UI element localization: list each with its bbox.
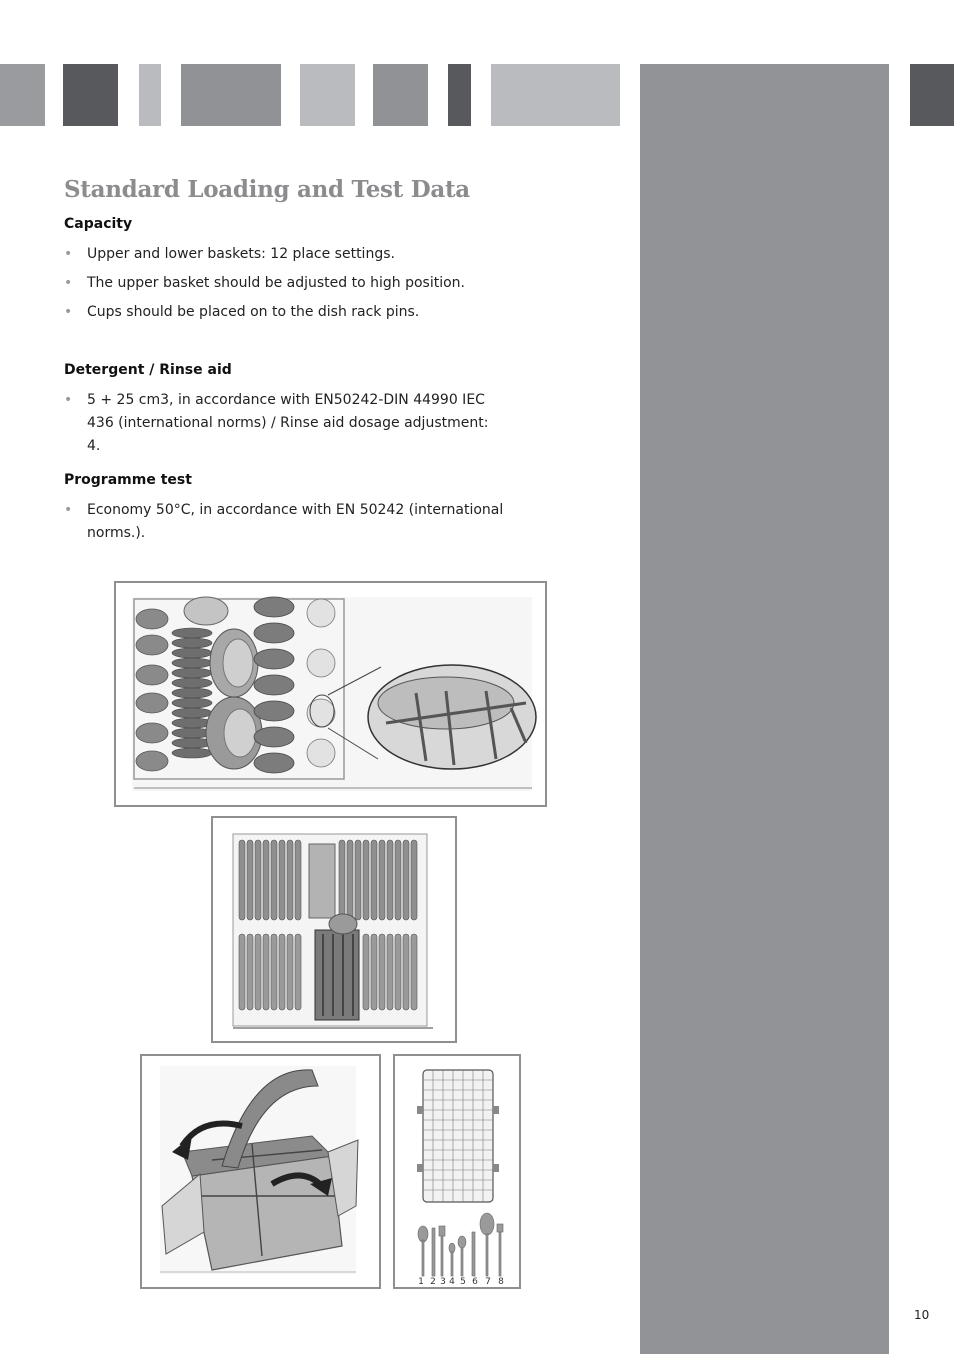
header-bar-2 bbox=[63, 64, 118, 126]
header-bar-9 bbox=[910, 64, 954, 126]
bullet-icon: • bbox=[64, 304, 73, 320]
cutlery-grid-figure bbox=[393, 1054, 521, 1289]
list-item bbox=[64, 301, 564, 324]
header-bar-4 bbox=[181, 64, 281, 126]
grid-number: 4 bbox=[449, 1277, 455, 1287]
header-bar-5 bbox=[300, 64, 355, 126]
grid-number: 5 bbox=[460, 1277, 466, 1287]
side-panel bbox=[640, 64, 889, 1354]
page-title: Standard Loading and Test Data bbox=[64, 176, 470, 203]
grid-number: 6 bbox=[472, 1277, 478, 1287]
programme-test-heading: Programme test bbox=[64, 472, 192, 488]
bullet-icon: • bbox=[64, 502, 73, 518]
list-item-text: Economy 50°C, in accordance with EN 50242 (international norms.). bbox=[87, 502, 504, 541]
bullet-icon: • bbox=[64, 246, 73, 262]
capacity-heading: Capacity bbox=[64, 216, 133, 232]
page-number: 10 bbox=[914, 1308, 930, 1322]
grid-number: 8 bbox=[498, 1277, 504, 1287]
list-item-text: The upper basket should be adjusted to high position. bbox=[87, 275, 465, 291]
header-bar-7 bbox=[448, 64, 471, 126]
bullet-icon: • bbox=[64, 392, 73, 408]
header-bar-3 bbox=[139, 64, 161, 126]
bullet-icon: • bbox=[64, 275, 73, 291]
upper-basket-figure bbox=[114, 581, 547, 807]
list-item bbox=[64, 272, 564, 295]
grid-number: 1 bbox=[418, 1277, 424, 1287]
header-bar-8 bbox=[491, 64, 620, 126]
cutlery-basket-illustration bbox=[142, 1056, 379, 1287]
list-item bbox=[64, 389, 504, 458]
lower-basket-illustration bbox=[213, 818, 455, 1041]
cutlery-grid-illustration bbox=[395, 1056, 519, 1287]
grid-number: 3 bbox=[440, 1277, 446, 1287]
list-item-text: 5 + 25 cm3, in accordance with EN50242-DIN 44990 IEC 436 (international norms) / Rinse aid dosage adjustment: 4. bbox=[87, 392, 489, 454]
header-bar-1 bbox=[0, 64, 45, 126]
list-item bbox=[64, 243, 564, 266]
detergent-heading: Detergent / Rinse aid bbox=[64, 362, 232, 378]
grid-number: 2 bbox=[430, 1277, 436, 1287]
cutlery-basket-figure bbox=[140, 1054, 381, 1289]
lower-basket-figure bbox=[211, 816, 457, 1043]
grid-number: 7 bbox=[485, 1277, 491, 1287]
list-item bbox=[64, 499, 564, 545]
list-item-text: Cups should be placed on to the dish rack pins. bbox=[87, 304, 420, 320]
header-bar-6 bbox=[373, 64, 428, 126]
upper-basket-illustration bbox=[116, 583, 545, 805]
list-item-text: Upper and lower baskets: 12 place settings. bbox=[87, 246, 395, 262]
